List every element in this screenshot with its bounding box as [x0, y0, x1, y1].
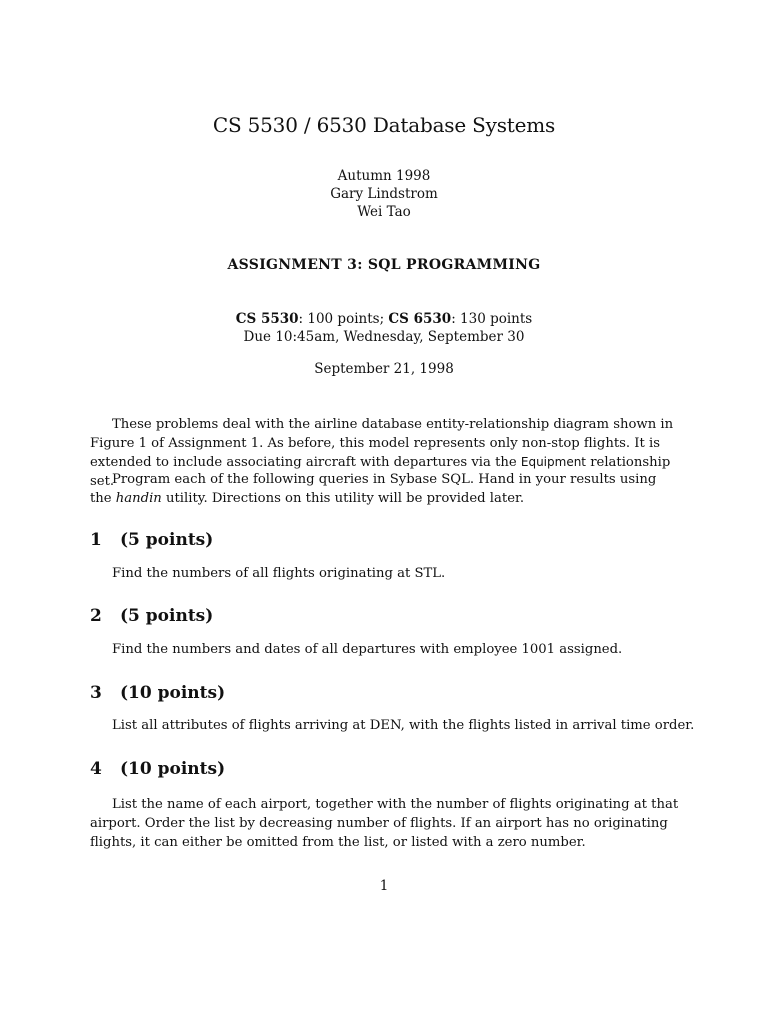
ta-name: Wei Tao: [357, 204, 411, 220]
section-number: 1: [90, 530, 102, 550]
section-points: (5 points): [120, 530, 214, 550]
cs5530-label: CS 5530: [235, 311, 299, 327]
section-query-text: [90, 795, 680, 852]
page-title: CS 5530 / 6530 Database Systems: [212, 113, 556, 137]
section-heading: [90, 606, 213, 626]
instructor-name: Gary Lindstrom: [330, 186, 438, 202]
equipment-keyword: Equipment: [520, 455, 587, 469]
section-4-text: List the name of each airport, together with the number of flights originating at that airport. Order the list by decreasing number of flights. If an airport has no originating flights, it can either be omitted from the list, or listed with a zero number.: [90, 797, 679, 850]
intro-p2-text: Program each of the following queries in Sybase SQL. Hand in your results using the: [90, 472, 657, 506]
intro-p1-tail: relationship set.: [90, 455, 671, 489]
assignment-heading: ASSIGNMENT 3: SQL PROGRAMMING: [227, 257, 541, 273]
intro-p2-tail: utility. Directions on this utility will be provided later.: [161, 491, 525, 506]
intro-paragraph-2: [90, 470, 680, 508]
handin-term: handin: [115, 491, 162, 506]
section-heading: [90, 759, 225, 779]
section-points: (10 points): [120, 683, 226, 703]
section-heading: [90, 530, 213, 550]
intro-p1-text: These problems deal with the airline database entity-relationship diagram shown in Figure 1 of Assignment 1. As before, this model represents only non-stop flights. It is extended to include associating aircraft with departures via the: [90, 417, 674, 470]
term-line: Autumn 1998: [337, 168, 431, 184]
section-number: 2: [90, 606, 102, 626]
section-query-text: Find the numbers and dates of all departures with employee 1001 assigned.: [112, 642, 623, 657]
section-number: 4: [90, 759, 102, 779]
cs6530-label: CS 6530: [388, 311, 452, 327]
points-line: [0, 311, 768, 327]
section-heading: [90, 683, 225, 703]
section-points: (5 points): [120, 606, 214, 626]
section-query-text: List all attributes of flights arriving at DEN, with the flights listed in arrival time order.: [112, 718, 695, 733]
cs6530-points: : 130 points: [451, 311, 533, 327]
cs5530-points: : 100 points;: [298, 311, 389, 327]
due-line: Due 10:45am, Wednesday, September 30: [243, 329, 525, 345]
assignment-date: September 21, 1998: [314, 361, 454, 377]
section-points: (10 points): [120, 759, 226, 779]
section-number: 3: [90, 683, 102, 703]
page-number: 1: [379, 878, 389, 894]
section-query-text: Find the numbers of all flights originating at STL.: [112, 566, 446, 581]
